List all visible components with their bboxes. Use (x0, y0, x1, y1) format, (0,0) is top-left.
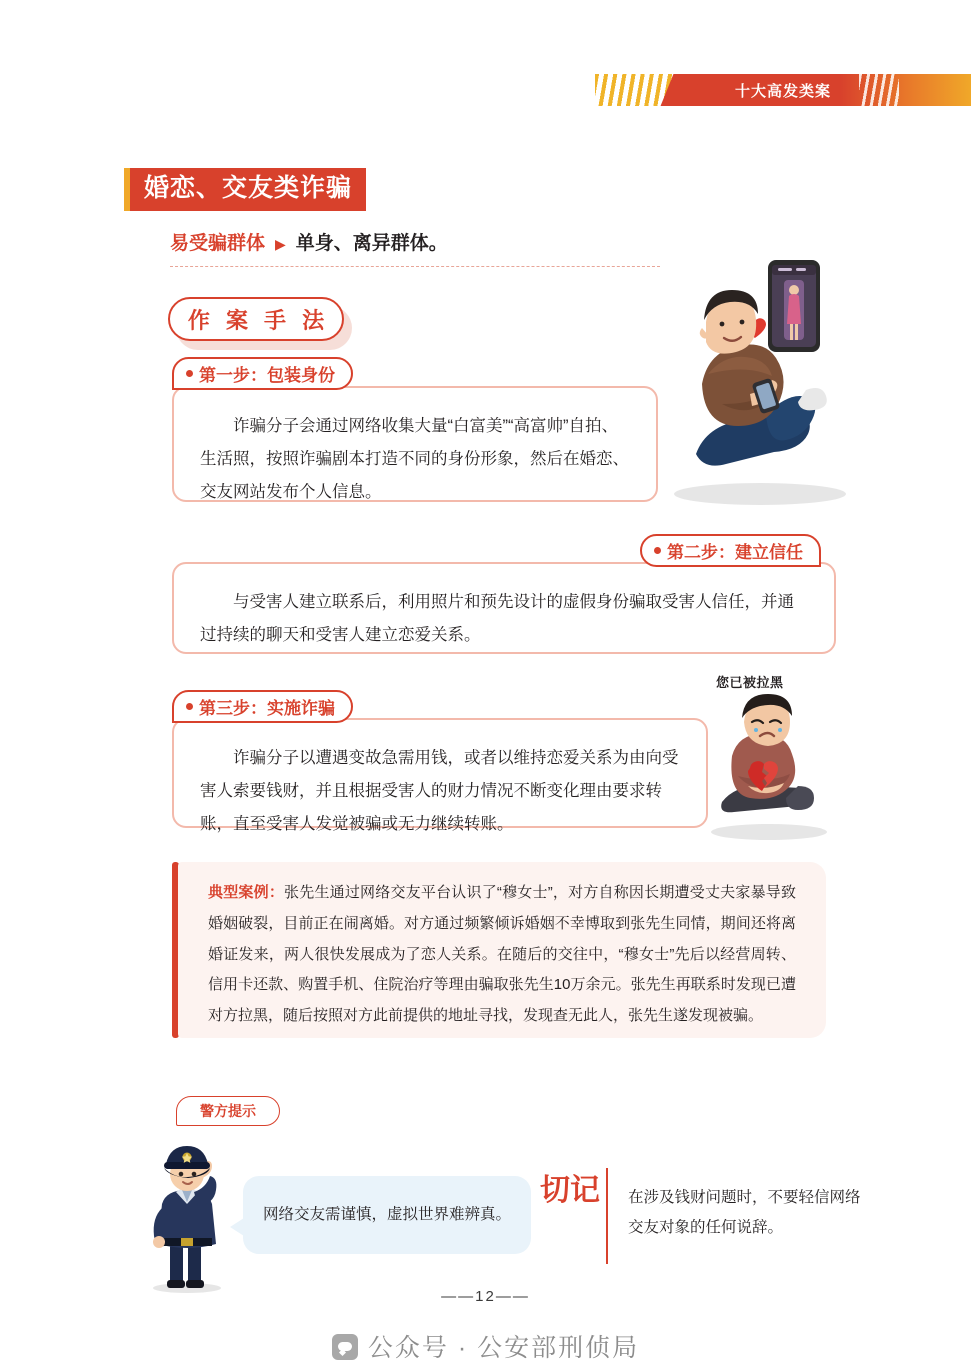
step-2-chip-label: 第二步：建立信任 (667, 543, 803, 562)
step-3-text: 诈骗分子以遭遇变故急需用钱，或者以维持恋爱关系为由向受害人索要钱财，并且根据受害人的财力情况不断变化理由要求转账，直至受害人发觉被骗或无力继续转账。 (200, 749, 679, 833)
man-head-icon (700, 290, 758, 354)
step-2-chip (640, 534, 821, 567)
police-head-icon (164, 1146, 210, 1191)
step-2-text: 与受害人建立联系后，利用照片和预先设计的虚假身份骗取受害人信任，并通过持续的聊天和受害人建立恋爱关系。 (200, 593, 794, 644)
step-3-box (172, 718, 708, 833)
victim-group-label: 易受骗群体 (170, 233, 266, 254)
police-tip-chip (176, 1096, 280, 1126)
step-1-box (172, 386, 658, 502)
victim-group-row (170, 228, 660, 255)
bullet-dot-icon (654, 547, 661, 554)
banner-tail-stripes-icon (859, 74, 899, 106)
watermark (0, 1328, 971, 1364)
victim-group-value: 单身、离异群体。 (295, 233, 448, 254)
banner-bar (681, 74, 971, 106)
blocked-label: 您已被拉黑 (716, 675, 784, 690)
method-section-title (168, 297, 344, 341)
dashed-divider (170, 266, 660, 267)
typical-case-text (178, 862, 826, 1032)
right-note-text: 在涉及钱财问题时，不要轻信网络交友对象的任何说辞。 (628, 1189, 861, 1237)
step-1-chip (172, 357, 353, 390)
top-banner (595, 74, 971, 106)
remember-label: 切记 (540, 1173, 600, 1208)
watermark-text: 公众号 · 公安部刑侦局 (367, 1334, 640, 1362)
man-with-phone-svg (660, 258, 860, 508)
arrow-right-icon: ▶ (275, 236, 286, 252)
page-title: 婚恋、交友类诈骗 (130, 168, 366, 211)
method-section-title-label: 作 案 手 法 (187, 307, 330, 333)
step-1-chip-label: 第一步：包装身份 (199, 366, 335, 385)
police-tip-bubble (243, 1176, 531, 1254)
bullet-dot-icon (186, 703, 193, 710)
bullet-dot-icon (186, 370, 193, 377)
wechat-icon (332, 1334, 358, 1360)
typical-case-label: 典型案例： (208, 884, 285, 901)
police-officer-svg (128, 1134, 246, 1294)
page-number: ——12—— (441, 1288, 530, 1305)
sad-man-illustration (706, 690, 832, 840)
phone-device-icon (768, 260, 820, 352)
step-1-text: 诈骗分子会通过网络收集大量“白富美”“高富帅”自拍、生活照，按照诈骗剧本打造不同的身份形象，然后在婚恋、交友网站发布个人信息。 (200, 417, 629, 501)
typical-case-box (178, 862, 826, 1038)
typical-case-body: 张先生通过网络交友平台认识了“穆女士”，对方自称因长期遭受丈夫家暴导致婚姻破裂，目前正在闹离婚。对方通过频繁倾诉婚姻不幸博取到张先生同情，期间还将离婚证发来，两人很快发展成为了恋人关系。在随后的交往中，“穆女士”先后以经营周转、信用卡还款、购置手机、住院治疗等理由骗取张先生10万余元。张先生再联系时发现已遭对方拉黑，随后按照对方此前提供的地址寻找，发现查无此人，张先生遂发现被骗。 (208, 884, 796, 1024)
banner-title: 十大高发类案 (735, 82, 832, 100)
police-tip-bubble-text: 网络交友需谨慎，虚拟世界难辨真。 (263, 1206, 512, 1224)
step-3-chip-label: 第三步：实施诈骗 (199, 699, 335, 718)
police-officer-illustration (128, 1134, 246, 1294)
step-2-box (172, 562, 836, 654)
man-with-phone-illustration (660, 258, 860, 508)
step-3-chip (172, 690, 353, 723)
police-tip-chip-label: 警方提示 (200, 1103, 256, 1119)
sad-man-svg (706, 690, 832, 840)
vertical-divider (606, 1168, 608, 1264)
